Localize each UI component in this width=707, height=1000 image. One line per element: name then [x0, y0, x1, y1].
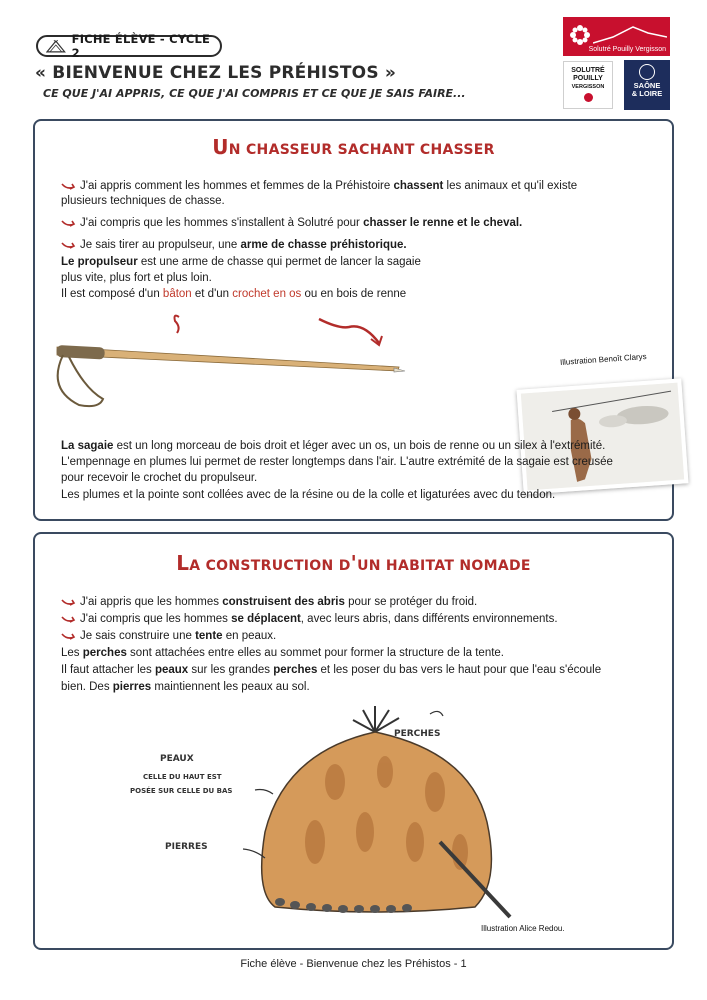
solutre-logo-label: Solutré Pouilly Vergisson: [588, 46, 666, 53]
hunter-scene: [521, 383, 684, 491]
tent-illustration-credit: Illustration Alice Redou.: [481, 924, 565, 933]
tent-illustration: [225, 702, 525, 922]
learned-bullet: J'ai appris comment les hommes et femmes de la Préhistoire chassent les animaux et qu'il existe: [61, 179, 661, 193]
sagaie-empennage: L'empennage en plumes lui permet de rester longtemps dans l'air. L'autre extrémité de la sagaie est creusée: [61, 456, 613, 468]
department-circle-icon: [639, 64, 655, 80]
propulseur-definition: Le propulseur est une arme de chasse qui permet de lancer la sagaie: [61, 256, 421, 268]
arrow-icon: [61, 182, 77, 190]
arrow-icon: [61, 615, 77, 623]
understood-bullet: J'ai compris que les hommes s'installent à Solutré pour chasser le renne et le cheval.: [61, 216, 522, 230]
perches-text: Les perches sont attachées entre elles au sommet pour former la structure de la tente.: [61, 647, 504, 659]
label-peaux-note-2: POSÉE SUR CELLE DU BAS: [130, 787, 233, 795]
arrow-icon: [61, 219, 77, 227]
peaux-text: Il faut attacher les peaux sur les grandes perches et les poser du bas vers le haut pour que l'eau s'écoule: [61, 664, 602, 676]
tent-skins: [262, 732, 492, 912]
section-hunter-title: UN CHASSEUR SACHANT CHASSER: [212, 135, 495, 159]
label-pierres: PIERRES: [165, 842, 208, 852]
flower-icon: [568, 23, 592, 47]
solutre-site-logo: [563, 17, 670, 56]
logo-line-2: POUILLY: [573, 75, 603, 82]
hunter-illustration-credit: Illustration Benoît Clarys: [559, 351, 647, 368]
saone-line-2: & LOIRE: [631, 89, 663, 98]
sagaie-creuse: pour recevoir le crochet du propulseur.: [61, 472, 258, 484]
solutre-pouilly-vergisson-logo: [563, 61, 613, 109]
page-title: « BIENVENUE CHEZ LES PRÉHISTOS »: [35, 63, 397, 83]
page-footer: Fiche élève - Bienvenue chez les Préhistos - 1: [240, 958, 467, 970]
page-subtitle: CE QUE J'AI APPRIS, CE QUE J'AI COMPRIS ET CE QUE JE SAIS FAIRE...: [43, 87, 466, 100]
department-badge-icon: [584, 93, 593, 102]
propulseur-composition: Il est composé d'un bâton et d'un crochet en os ou en bois de renne: [61, 288, 407, 300]
pierres-text: bien. Des pierres maintiennent les peaux au sol.: [61, 681, 310, 693]
crochet-pointer-arrow: [319, 319, 379, 343]
baton-pointer-arrow: [175, 316, 180, 333]
tent-poles-top: [353, 706, 399, 732]
can-do-bullet: Je sais tirer au propulseur, une arme de chasse préhistorique.: [61, 238, 407, 252]
sagaie-definition: La sagaie est un long morceau de bois droit et léger avec un os, un bois de renne ou un silex à l'extrémité.: [61, 440, 606, 452]
logo-line-1: SOLUTRÉ: [571, 67, 605, 74]
cycle-badge: [36, 32, 222, 60]
understood-bullet-habitat: J'ai compris que les hommes se déplacent, avec leurs abris, dans différents environnements.: [61, 612, 558, 626]
sagaie-assembly: Les plumes et la pointe sont collées avec de la résine ou de la colle et ligaturées avec du tendon.: [61, 489, 556, 501]
saone-line-1: SAÔNE: [633, 81, 661, 90]
hunter-illustration: [517, 378, 689, 494]
can-do-bullet-habitat: Je sais construire une tente en peaux.: [61, 629, 276, 643]
logo-line-3: VERGISSON: [571, 84, 605, 90]
tent-icon: [46, 39, 66, 53]
label-peaux: PEAUX: [160, 754, 194, 764]
arrow-icon: [61, 598, 77, 606]
rock-hill-icon: [593, 23, 667, 45]
label-perches: PERCHES: [394, 729, 441, 739]
section-habitat-title: LA CONSTRUCTION D'UN HABITAT NOMADE: [176, 551, 531, 575]
learned-bullet-cont: plusieurs techniques de chasse.: [61, 195, 225, 207]
arrow-icon: [61, 241, 77, 249]
propulseur-definition-cont: plus vite, plus fort et plus loin.: [61, 272, 212, 284]
learned-bullet-habitat: J'ai appris que les hommes construisent des abris pour se protéger du froid.: [61, 595, 477, 609]
label-peaux-note-1: CELLE DU HAUT EST: [143, 773, 222, 781]
section-hunter: [33, 119, 674, 521]
cycle-badge-text: FICHE ÉLÈVE - CYCLE 2: [71, 32, 211, 60]
section-habitat: [33, 532, 674, 950]
arrow-icon: [61, 632, 77, 640]
saone-et-loire-logo: [624, 60, 670, 110]
propulseur-illustration: [49, 309, 409, 419]
